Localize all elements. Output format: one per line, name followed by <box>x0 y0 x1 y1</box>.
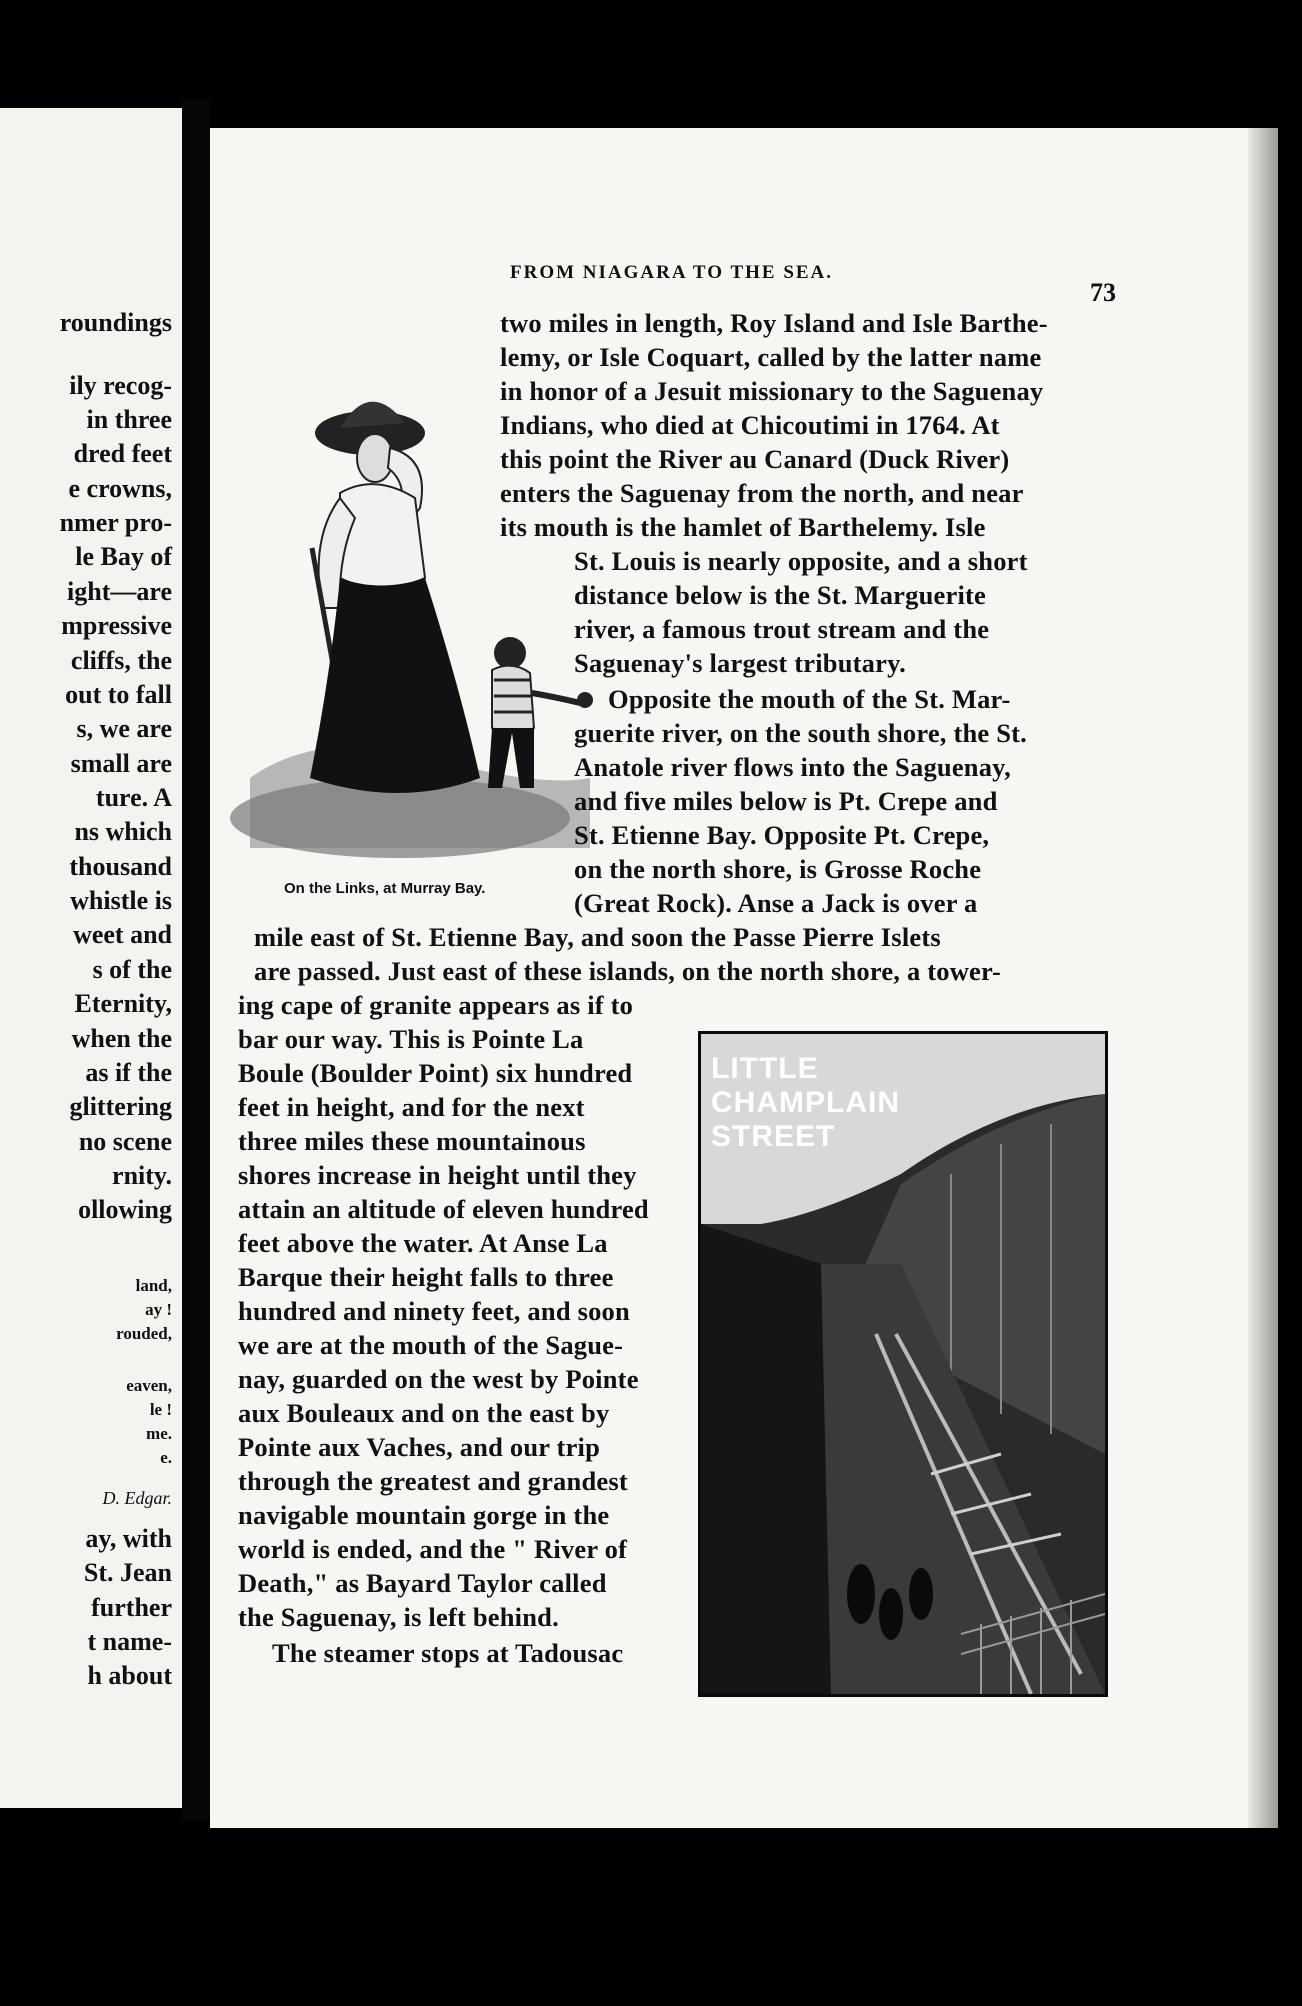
street-photo-title-line: CHAMPLAIN <box>711 1086 900 1119</box>
body-line: two miles in length, Roy Island and Isle Barthe- <box>500 308 1048 338</box>
left-line: ns which <box>74 817 172 846</box>
page-number: 73 <box>1090 278 1116 307</box>
book-page <box>210 128 1278 1828</box>
body-line: this point the River au Canard (Duck River) <box>500 444 1010 474</box>
body-line: enters the Saguenay from the north, and near <box>500 478 1024 508</box>
left-line: in three <box>86 405 172 434</box>
left-line: thousand <box>69 852 172 881</box>
left-line: ay, with <box>85 1524 172 1553</box>
left-line: as if the <box>85 1058 172 1087</box>
left-line: ight—are <box>67 577 172 606</box>
body-line: are passed. Just east of these islands, on the north shore, a tower- <box>254 956 1002 986</box>
body-line: The steamer stops at Tadousac <box>272 1638 624 1668</box>
body-line: three miles these mountainous <box>238 1126 586 1156</box>
running-head: FROM NIAGARA TO THE SEA. <box>510 262 834 283</box>
body-line: attain an altitude of eleven hundred <box>238 1194 649 1224</box>
body-line: river, a famous trout stream and the <box>574 614 990 644</box>
body-line: and five miles below is Pt. Crepe and <box>574 786 998 816</box>
body-line: mile east of St. Etienne Bay, and soon the Passe Pierre Islets <box>254 922 941 952</box>
body-line: through the greatest and grandest <box>238 1466 628 1496</box>
left-line: dred feet <box>73 439 172 468</box>
left-page-fragment <box>0 108 182 1808</box>
street-photograph <box>698 1031 1108 1697</box>
left-line: e crowns, <box>68 474 172 503</box>
book-gutter <box>182 100 210 1820</box>
left-line: s of the <box>92 955 172 984</box>
body-line: St. Etienne Bay. Opposite Pt. Crepe, <box>574 820 990 850</box>
left-poem-line: land, <box>135 1276 172 1295</box>
left-line: rnity. <box>112 1161 172 1190</box>
left-line: h about <box>87 1661 172 1690</box>
body-line: the Saguenay, is left behind. <box>238 1602 559 1632</box>
left-poem-line: me. <box>146 1424 172 1443</box>
page-edge <box>1248 128 1278 1828</box>
body-line: lemy, or Isle Coquart, called by the latter name <box>500 342 1042 372</box>
left-poem-line: ay ! <box>145 1300 172 1319</box>
body-line: shores increase in height until they <box>238 1160 637 1190</box>
body-line: distance below is the St. Marguerite <box>574 580 986 610</box>
left-line: weet and <box>73 920 172 949</box>
left-poem-line: eaven, <box>126 1376 172 1395</box>
street-photo-title-line: STREET <box>711 1120 836 1153</box>
left-line: ily recog- <box>69 371 172 400</box>
street-photo-title <box>711 1052 900 1154</box>
left-line: no scene <box>78 1127 172 1156</box>
body-line: Indians, who died at Chicoutimi in 1764. At <box>500 410 1000 440</box>
body-line: Pointe aux Vaches, and our trip <box>238 1432 601 1462</box>
left-line: glittering <box>69 1092 172 1121</box>
body-line: Opposite the mouth of the St. Mar- <box>608 684 1011 714</box>
left-line: le Bay of <box>75 542 172 571</box>
body-line: feet in height, and for the next <box>238 1092 585 1122</box>
left-line: ture. A <box>95 783 172 812</box>
left-line: cliffs, the <box>70 646 172 675</box>
left-poem-line: rouded, <box>116 1324 172 1343</box>
street-photo-title-line: LITTLE <box>711 1052 819 1085</box>
left-poem-attribution: D. Edgar. <box>102 1488 172 1508</box>
body-line: in honor of a Jesuit missionary to the Saguenay <box>500 376 1044 406</box>
body-line: on the north shore, is Grosse Roche <box>574 854 982 884</box>
left-line: nmer pro- <box>59 508 172 537</box>
left-line: t name- <box>87 1627 172 1656</box>
left-line: further <box>91 1593 172 1622</box>
body-line: hundred and ninety feet, and soon <box>238 1296 630 1326</box>
left-poem-line: e. <box>160 1448 172 1467</box>
left-line: St. Jean <box>83 1558 172 1587</box>
body-line: St. Louis is nearly opposite, and a short <box>574 546 1028 576</box>
body-line: bar our way. This is Pointe La <box>238 1024 584 1054</box>
body-line: Anatole river flows into the Saguenay, <box>574 752 1011 782</box>
left-line: Eternity, <box>74 989 172 1018</box>
body-line: Saguenay's largest tributary. <box>574 648 906 678</box>
body-line: we are at the mouth of the Sague- <box>238 1330 624 1360</box>
body-line: navigable mountain gorge in the <box>238 1500 610 1530</box>
body-line: its mouth is the hamlet of Barthelemy. Isle <box>500 512 986 542</box>
left-line: roundings <box>59 308 172 337</box>
body-line: aux Bouleaux and on the east by <box>238 1398 610 1428</box>
left-line: when the <box>71 1024 172 1053</box>
left-line: small are <box>70 749 172 778</box>
left-line: s, we are <box>76 714 172 743</box>
left-line: out to fall <box>65 680 172 709</box>
body-line: Death," as Bayard Taylor called <box>238 1568 607 1598</box>
body-line: world is ended, and the " River of <box>238 1534 628 1564</box>
figure1-caption: On the Links, at Murray Bay. <box>284 880 486 897</box>
left-line: mpressive <box>61 611 172 640</box>
body-line: Barque their height falls to three <box>238 1262 614 1292</box>
left-line: whistle is <box>70 886 172 915</box>
body-line: feet above the water. At Anse La <box>238 1228 608 1258</box>
body-line: ing cape of granite appears as if to <box>238 990 634 1020</box>
body-line: Boule (Boulder Point) six hundred <box>238 1058 633 1088</box>
body-line: nay, guarded on the west by Pointe <box>238 1364 639 1394</box>
body-line: (Great Rock). Anse a Jack is over a <box>574 888 978 918</box>
body-line: guerite river, on the south shore, the St. <box>574 718 1027 748</box>
left-line: ollowing <box>78 1195 172 1224</box>
left-poem-line: le ! <box>149 1400 172 1419</box>
